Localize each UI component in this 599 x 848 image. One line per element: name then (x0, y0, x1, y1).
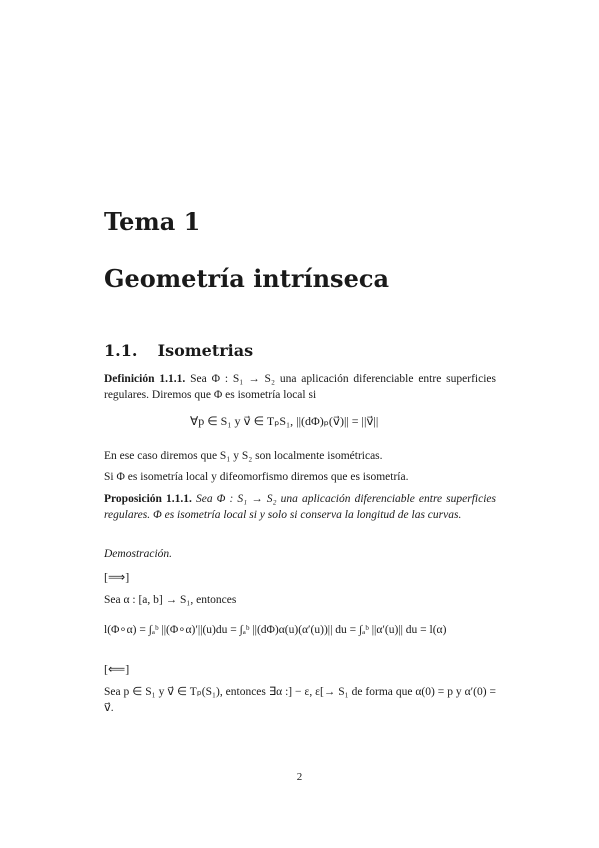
paragraph-localmente-isometricas: En ese caso diremos que S₁ y S₂ son localmente isométricas. (104, 450, 383, 462)
backward-text: Sea p ∈ S₁ y v⃗ ∈ Tₚ(S₁), entonces ∃α :] − ε, ε[→ S₁ de forma que α(0) = p y α′(0) = v⃗. (104, 686, 496, 714)
paragraph-isometria: Si Φ es isometría local y difeomorfismo diremos que es isometría. (104, 471, 409, 483)
proposition-text: Sea Φ : S₁ → S₂ una aplicación diferenciable entre superficies regulares. Φ es isometría local si y solo si conserva la longitud de las curvas. (104, 493, 496, 521)
chapter-label: Tema 1 (104, 207, 201, 236)
proposition-block (104, 491, 496, 523)
definition-text: Sea Φ : S₁ → S₂ una aplicación diferenciable entre superficies regulares. Diremos que Φ es isometría local si (104, 373, 496, 401)
definition-block (104, 371, 496, 403)
proof-label: Demostración. (104, 548, 173, 560)
section-number: 1.1. (104, 341, 138, 360)
forward-text: Sea α : [a, b] → S₁, entonces (104, 594, 237, 606)
length-formula: l(Φ∘α) = ∫ₐᵇ ||(Φ∘α)′||(u)du = ∫ₐᵇ ||(dΦ)α(u)(α′(u))|| du = ∫ₐᵇ ||α′(u)|| du = l(α) (104, 624, 447, 636)
backward-direction-marker: [⟸] (104, 662, 130, 676)
proposition-label: Proposición 1.1.1. (104, 493, 192, 505)
forward-direction-marker: [⟹] (104, 570, 130, 584)
section-heading (104, 341, 253, 360)
page-number: 2 (296, 771, 303, 783)
chapter-title: Geometría intrínseca (104, 264, 389, 293)
definition-label: Definición 1.1.1. (104, 373, 186, 385)
definition-formula: ∀p ∈ S₁ y v⃗ ∈ TₚS₁, ||(dΦ)ₚ(v⃗)|| = ||v⃗|| (190, 414, 379, 428)
section-title: Isometrias (157, 341, 254, 360)
